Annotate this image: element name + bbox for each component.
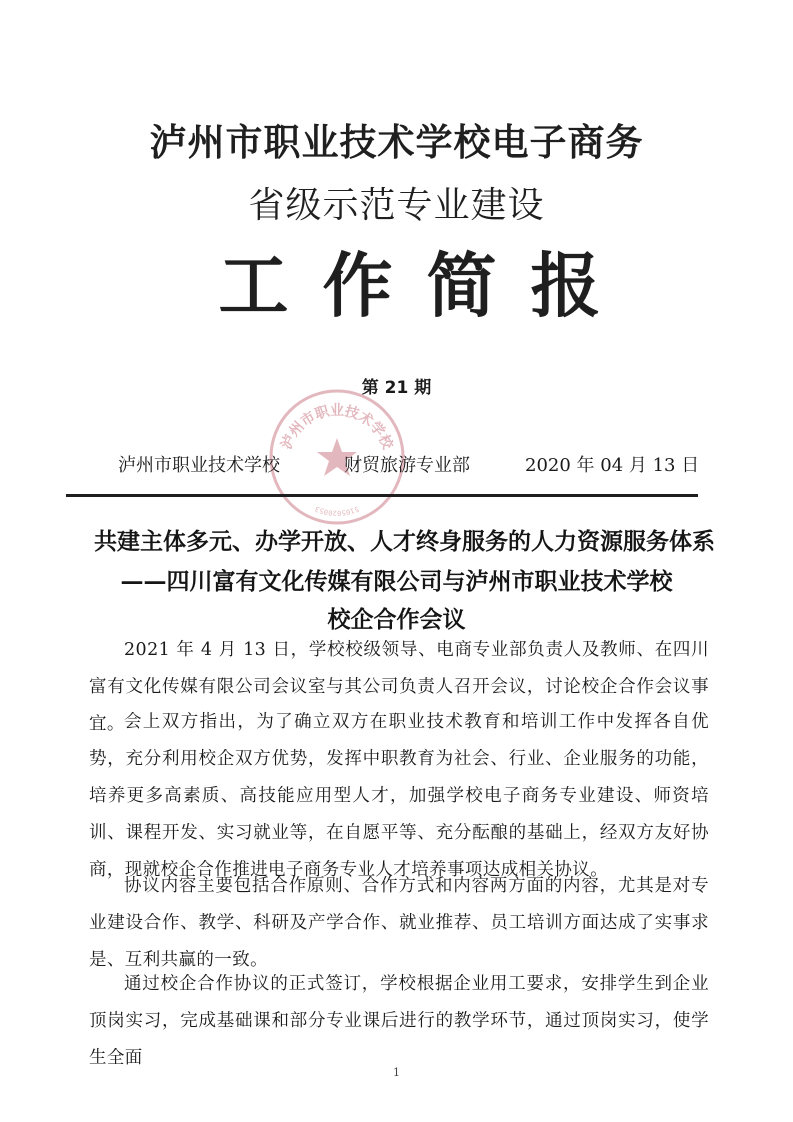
issue-number: 第 21 期 bbox=[361, 378, 432, 398]
bulletin-title-line1: 泸州市职业技术学校电子商务 bbox=[149, 121, 644, 164]
bulletin-title-main: 工作简报 bbox=[218, 245, 635, 327]
seal-code: 5105020053 bbox=[314, 504, 360, 517]
article-paragraph: 协议内容主要包括合作原则、合作方式和内容两方面的内容，尤其是对专业建设合作、教学、科研及产学合作、就业推荐、员工培训方面达成了实事求是、互利共赢的一致。 bbox=[89, 876, 709, 970]
seal-arc-text: 泸州市职业技术学校 bbox=[278, 403, 396, 452]
article-paragraph: 通过校企合作协议的正式签订，学校根据企业用工要求，安排学生到企业顶岗实习，完成基础课和部分专业课后进行的教学环节，通过顶岗实习，使学生全面 bbox=[89, 974, 709, 1068]
article-headline: 共建主体多元、办学开放、人才终身服务的人力资源服务体系 bbox=[94, 528, 715, 555]
page-number: 1 bbox=[393, 1066, 400, 1079]
article-subheadline-2: 校企合作会议 bbox=[327, 606, 466, 633]
meta-school: 泸州市职业技术学校 bbox=[118, 455, 280, 476]
article-paragraph: 会上双方指出，为了确立双方在职业技术教育和培训工作中发挥各自优势，充分利用校企双方优势，发挥中职教育为社会、行业、企业服务的功能，培养更多高素质、高技能应用型人才，加强学校电子商务专业建设、师资培训、课程开发、实习就业等，在自愿平等、充分酝酿的基础上，经双方友好协商，现就校企合作推进电子商务专业人才培养事项达成相关协议。 bbox=[89, 712, 709, 880]
article-paragraph: 2021 年 4 月 13 日，学校校级领导、电商专业部负责人及教师、在四川富有文化传媒有限公司会议室与其公司负责人召开会议，讨论校企合作会议事宜。 bbox=[89, 640, 709, 734]
header-divider bbox=[66, 494, 698, 497]
meta-department: 财贸旅游专业部 bbox=[344, 455, 470, 476]
meta-date: 2020 年 04 月 13 日 bbox=[525, 455, 700, 476]
article-subheadline: ——四川富有文化传媒有限公司与泸州市职业技术学校 bbox=[120, 568, 673, 595]
bulletin-title-line2: 省级示范专业建设 bbox=[248, 185, 545, 226]
